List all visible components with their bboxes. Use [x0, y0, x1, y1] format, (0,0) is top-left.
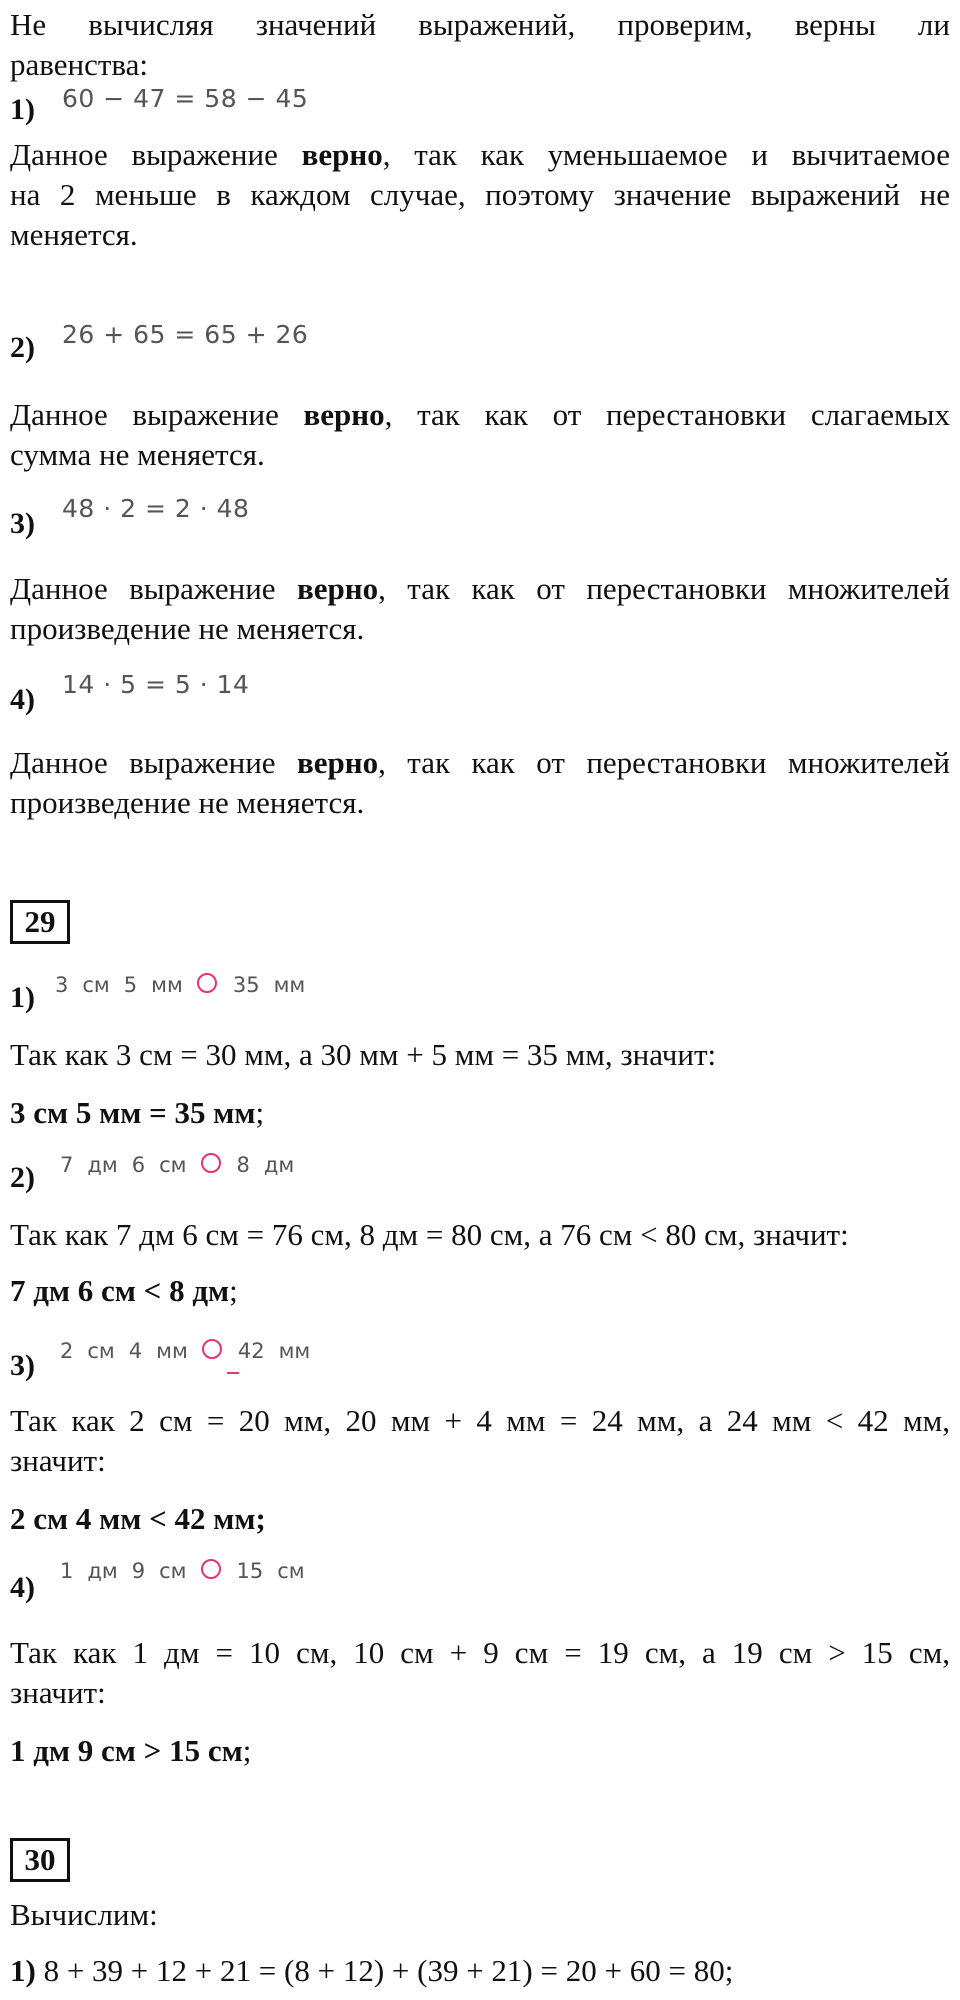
- task-number-box: 29: [10, 900, 70, 944]
- explanation-line: значит:: [10, 1675, 106, 1710]
- explanation-line: Данное выражение верно, так как от перестановки множителей: [10, 745, 951, 780]
- item-number: 2): [10, 331, 35, 364]
- explanation-line: Данное выражение верно, так как уменьшаемое и вычитаемое: [10, 137, 951, 172]
- equation-image: 14 · 5 = 5 · 14: [62, 670, 250, 699]
- result-line: 3 см 5 мм = 35 мм;: [10, 1095, 265, 1130]
- result-line: 7 дм 6 см < 8 дм;: [10, 1273, 238, 1308]
- equation-image: 48 · 2 = 2 · 48: [62, 494, 250, 523]
- compare-circle-icon: [202, 1339, 222, 1359]
- result-line: 2 см 4 мм < 42 мм;: [10, 1501, 266, 1536]
- task-number-box: 30: [10, 1838, 70, 1882]
- compare-circle-icon: [201, 1559, 221, 1579]
- comparison-image: 1 дм 9 см 15 см: [60, 1559, 305, 1583]
- compare-circle-icon: [201, 1153, 221, 1173]
- explanation-line: сумма не меняется.: [10, 437, 265, 472]
- item-number: 3): [10, 507, 35, 540]
- task-intro: Вычислим:: [10, 1897, 158, 1932]
- item-number: 1): [10, 981, 35, 1014]
- item-number: 1): [10, 93, 35, 126]
- explanation-line: на 2 меньше в каждом случае, поэтому значение выражений не: [10, 177, 950, 212]
- explanation-line: Данное выражение верно, так как от перестановки множителей: [10, 571, 951, 606]
- explanation-line: произведение не меняется.: [10, 785, 365, 820]
- item-number: 3): [10, 1349, 35, 1382]
- item-number: 4): [10, 683, 35, 716]
- comparison-image: 2 см 4 мм 42 мм: [60, 1339, 311, 1363]
- item-number: 2): [10, 1161, 35, 1194]
- explanation-line: Так как 1 дм = 10 см, 10 см + 9 см = 19 см, а 19 см > 15 см,: [10, 1635, 950, 1670]
- explanation-line: произведение не меняется.: [10, 611, 365, 646]
- intro-line-2: равенства:: [10, 47, 148, 82]
- equation-image: 60 − 47 = 58 − 45: [62, 84, 309, 113]
- calculation-line: 1) 8 + 39 + 12 + 21 = (8 + 12) + (39 + 21) = 20 + 60 = 80;: [10, 1953, 734, 1988]
- equation-image: 26 + 65 = 65 + 26: [62, 320, 309, 349]
- explanation-line: меняется.: [10, 217, 138, 252]
- intro-line-1: Не вычисляя значений выражений, проверим, верны ли: [10, 7, 950, 42]
- comparison-image: 7 дм 6 см 8 дм: [60, 1153, 295, 1177]
- explanation-line: Так как 3 см = 30 мм, а 30 мм + 5 мм = 35 мм, значит:: [10, 1037, 717, 1072]
- red-dash-mark: [227, 1372, 239, 1374]
- explanation-line: Данное выражение верно, так как от перестановки слагаемых: [10, 397, 950, 432]
- explanation-line: Так как 7 дм 6 см = 76 см, 8 дм = 80 см, а 76 см < 80 см, значит:: [10, 1217, 849, 1252]
- explanation-line: значит:: [10, 1443, 106, 1478]
- item-number: 4): [10, 1571, 35, 1604]
- compare-circle-icon: [197, 973, 217, 993]
- result-line: 1 дм 9 см > 15 см;: [10, 1733, 252, 1768]
- comparison-image: 3 см 5 мм 35 мм: [55, 973, 306, 997]
- explanation-line: Так как 2 см = 20 мм, 20 мм + 4 мм = 24 мм, а 24 мм < 42 мм,: [10, 1403, 950, 1438]
